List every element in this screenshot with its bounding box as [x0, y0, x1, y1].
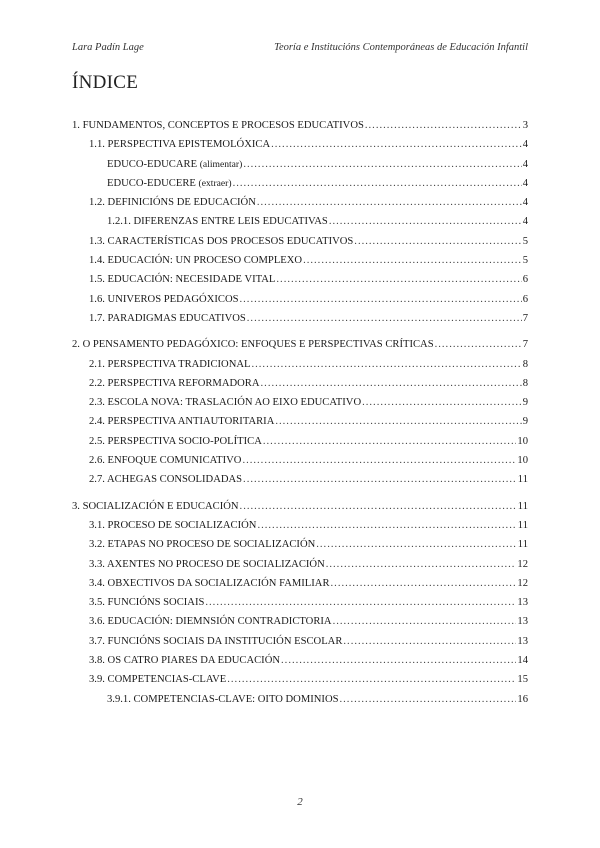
toc-entry-note: (extraer)	[198, 177, 232, 189]
toc-entry-page: 13	[517, 635, 528, 647]
section-gap	[72, 328, 528, 335]
toc-dot-leader	[343, 632, 516, 651]
toc-entry-page: 13	[517, 597, 528, 609]
toc-dot-leader	[362, 393, 522, 412]
toc-entry-page: 14	[517, 655, 528, 667]
toc-dot-leader	[257, 516, 516, 535]
toc-entry-label: 3.6. EDUCACIÓN: DIEMNSIÓN CONTRADICTORIA	[89, 616, 332, 628]
toc-dot-leader	[243, 470, 517, 489]
page-header	[72, 42, 528, 53]
toc-entry[interactable]	[72, 535, 528, 554]
toc-entry-label: EDUCO-EDUCARE	[107, 158, 198, 170]
toc-entry-page: 5	[522, 255, 528, 267]
toc-entry-label: 2.5. PERSPECTIVA SOCIO-POLÍTICA	[89, 435, 262, 447]
toc-entry-page: 4	[522, 216, 528, 228]
toc-entry[interactable]	[72, 174, 528, 193]
toc-dot-leader	[240, 497, 517, 516]
toc-entry[interactable]	[72, 470, 528, 489]
toc-entry-label: 3.7. FUNCIÓNS SOCIAIS DA INSTITUCIÓN ESCOLAR	[89, 635, 343, 647]
toc-entry-page: 11	[517, 474, 528, 486]
toc-entry[interactable]	[72, 116, 528, 135]
toc-entry-label: 2.2. PERSPECTIVA REFORMADORA	[89, 377, 260, 389]
toc-entry-page: 16	[517, 693, 528, 705]
toc-dot-leader	[251, 355, 521, 374]
toc-entry-page: 6	[522, 274, 528, 286]
toc-dot-leader	[329, 212, 522, 231]
toc-dot-leader	[331, 574, 517, 593]
toc-entry[interactable]	[72, 516, 528, 535]
toc-entry-label: 3. SOCIALIZACIÓN E EDUCACIÓN	[72, 500, 239, 512]
toc-entry-page: 7	[522, 312, 528, 324]
toc-entry-page: 6	[522, 293, 528, 305]
toc-dot-leader	[205, 593, 516, 612]
toc-entry[interactable]	[72, 155, 528, 174]
toc-entry-page: 4	[522, 158, 528, 170]
toc-entry-page: 9	[522, 416, 528, 428]
toc-entry[interactable]	[72, 432, 528, 451]
toc-entry-page: 5	[522, 235, 528, 247]
toc-dot-leader	[303, 251, 522, 270]
toc-entry[interactable]	[72, 612, 528, 631]
toc-entry-page: 4	[522, 197, 528, 209]
toc-entry[interactable]	[72, 135, 528, 154]
toc-entry-label: 1.1. PERSPECTIVA EPISTEMOLÓXICA	[89, 139, 271, 151]
toc-entry[interactable]	[72, 670, 528, 689]
toc-entry[interactable]	[72, 270, 528, 289]
page-number: 2	[297, 796, 303, 808]
toc-entry[interactable]	[72, 193, 528, 212]
section-gap	[72, 490, 528, 497]
toc-entry-page: 4	[522, 177, 528, 189]
toc-entry[interactable]	[72, 212, 528, 231]
toc-entry-label: 1. FUNDAMENTOS, CONCEPTOS E PROCESOS EDUCATIVOS	[72, 120, 364, 131]
toc-entry-label: 1.4. EDUCACIÓN: UN PROCESO COMPLEXO	[89, 255, 303, 267]
toc-entry-page: 11	[517, 500, 528, 512]
toc-entry[interactable]	[72, 690, 528, 709]
toc-entry-label: 3.9. COMPETENCIAS-CLAVE	[89, 674, 227, 686]
table-of-contents	[72, 116, 528, 709]
header-author: Lara Padín Lage	[72, 42, 144, 53]
toc-entry-label: 3.3. AXENTES NO PROCESO DE SOCIALIZACIÓN	[89, 558, 325, 570]
toc-entry-label: 2.7. ACHEGAS CONSOLIDADAS	[89, 474, 243, 486]
toc-dot-leader	[243, 155, 521, 174]
toc-entry-label: 2.4. PERSPECTIVA ANTIAUTORITARIA	[89, 416, 275, 428]
toc-dot-leader	[281, 651, 516, 670]
toc-entry-page: 10	[517, 455, 528, 467]
page-title: ÍNDICE	[72, 72, 139, 93]
toc-entry-label: EDUCO-EDUCERE	[107, 177, 196, 189]
toc-entry[interactable]	[72, 555, 528, 574]
toc-entry-label: 2.6. ENFOQUE COMUNICATIVO	[89, 455, 242, 467]
toc-entry-page: 13	[517, 616, 528, 628]
toc-dot-leader	[435, 335, 522, 354]
toc-entry-page: 11	[517, 519, 528, 531]
toc-dot-leader	[276, 270, 521, 289]
toc-dot-leader	[240, 290, 522, 309]
toc-entry-page: 10	[517, 435, 528, 447]
toc-entry-label: 1.2.1. DIFERENZAS ENTRE LEIS EDUCATIVAS	[107, 216, 328, 228]
toc-entry-note: (alimentar)	[199, 158, 243, 170]
toc-dot-leader	[316, 535, 517, 554]
toc-entry-page: 7	[522, 339, 528, 351]
toc-entry-page: 8	[522, 377, 528, 389]
toc-entry-page: 9	[522, 397, 528, 409]
toc-entry-label: 1.5. EDUCACIÓN: NECESIDADE VITAL	[89, 274, 276, 286]
toc-entry-page: 11	[517, 539, 528, 551]
toc-entry[interactable]	[72, 232, 528, 251]
toc-entry[interactable]	[72, 335, 528, 354]
toc-entry-label: 1.6. UNIVEROS PEDAGÓXICOS	[89, 293, 239, 305]
toc-entry[interactable]	[72, 290, 528, 309]
toc-entry[interactable]	[72, 497, 528, 516]
toc-entry[interactable]	[72, 574, 528, 593]
toc-entry-page: 12	[517, 558, 528, 570]
toc-dot-leader	[271, 135, 522, 154]
toc-entry[interactable]	[72, 593, 528, 612]
toc-entry[interactable]	[72, 374, 528, 393]
toc-entry-label: 1.7. PARADIGMAS EDUCATIVOS	[89, 312, 246, 324]
toc-entry-label: 2. O PENSAMENTO PEDAGÓXICO: ENFOQUES E PERSPECTIVAS CRÍTICAS	[72, 339, 434, 351]
toc-dot-leader	[326, 555, 517, 574]
toc-dot-leader	[257, 193, 522, 212]
toc-dot-leader	[275, 412, 521, 431]
toc-entry[interactable]	[72, 355, 528, 374]
toc-entry-label: 1.3. CARACTERÍSTICAS DOS PROCESOS EDUCATIVOS	[89, 235, 354, 247]
toc-entry-page: 4	[522, 139, 528, 151]
toc-entry-page: 8	[522, 358, 528, 370]
toc-entry-page: 15	[517, 674, 528, 686]
toc-dot-leader	[242, 451, 516, 470]
toc-entry-label: 3.8. OS CATRO PIARES DA EDUCACIÓN	[89, 655, 281, 667]
toc-dot-leader	[227, 670, 516, 689]
toc-entry-label: 2.1. PERSPECTIVA TRADICIONAL	[89, 358, 251, 370]
toc-entry-page: 12	[517, 577, 528, 589]
toc-entry[interactable]	[72, 632, 528, 651]
toc-entry[interactable]	[72, 451, 528, 470]
toc-dot-leader	[247, 309, 522, 328]
toc-entry-label: 2.3. ESCOLA NOVA: TRASLACIÓN AO EIXO EDUCATIVO	[89, 397, 362, 409]
toc-dot-leader	[354, 232, 521, 251]
toc-entry[interactable]	[72, 309, 528, 328]
toc-dot-leader	[263, 432, 517, 451]
toc-entry[interactable]	[72, 651, 528, 670]
toc-entry-label: 3.1. PROCESO DE SOCIALIZACIÓN	[89, 519, 257, 531]
toc-dot-leader	[333, 612, 517, 631]
toc-entry[interactable]	[72, 393, 528, 412]
toc-entry[interactable]	[72, 412, 528, 431]
toc-dot-leader	[261, 374, 522, 393]
toc-entry-label: 3.2. ETAPAS NO PROCESO DE SOCIALIZACIÓN	[89, 539, 316, 551]
toc-dot-leader	[340, 690, 517, 709]
header-course: Teoría e Institucións Contemporáneas de Educación Infantil	[274, 42, 528, 53]
toc-entry-label: 1.2. DEFINICIÓNS DE EDUCACIÓN	[89, 197, 256, 209]
toc-entry-label: 3.9.1. COMPETENCIAS-CLAVE: OITO DOMINIOS	[107, 693, 339, 705]
toc-entry-label: 3.5. FUNCIÓNS SOCIAIS	[89, 597, 205, 609]
toc-dot-leader	[233, 174, 522, 193]
toc-entry-page: 3	[522, 120, 528, 131]
toc-entry[interactable]	[72, 251, 528, 270]
toc-entry-label: 3.4. OBXECTIVOS DA SOCIALIZACIÓN FAMILIAR	[89, 577, 330, 589]
toc-dot-leader	[365, 116, 522, 135]
